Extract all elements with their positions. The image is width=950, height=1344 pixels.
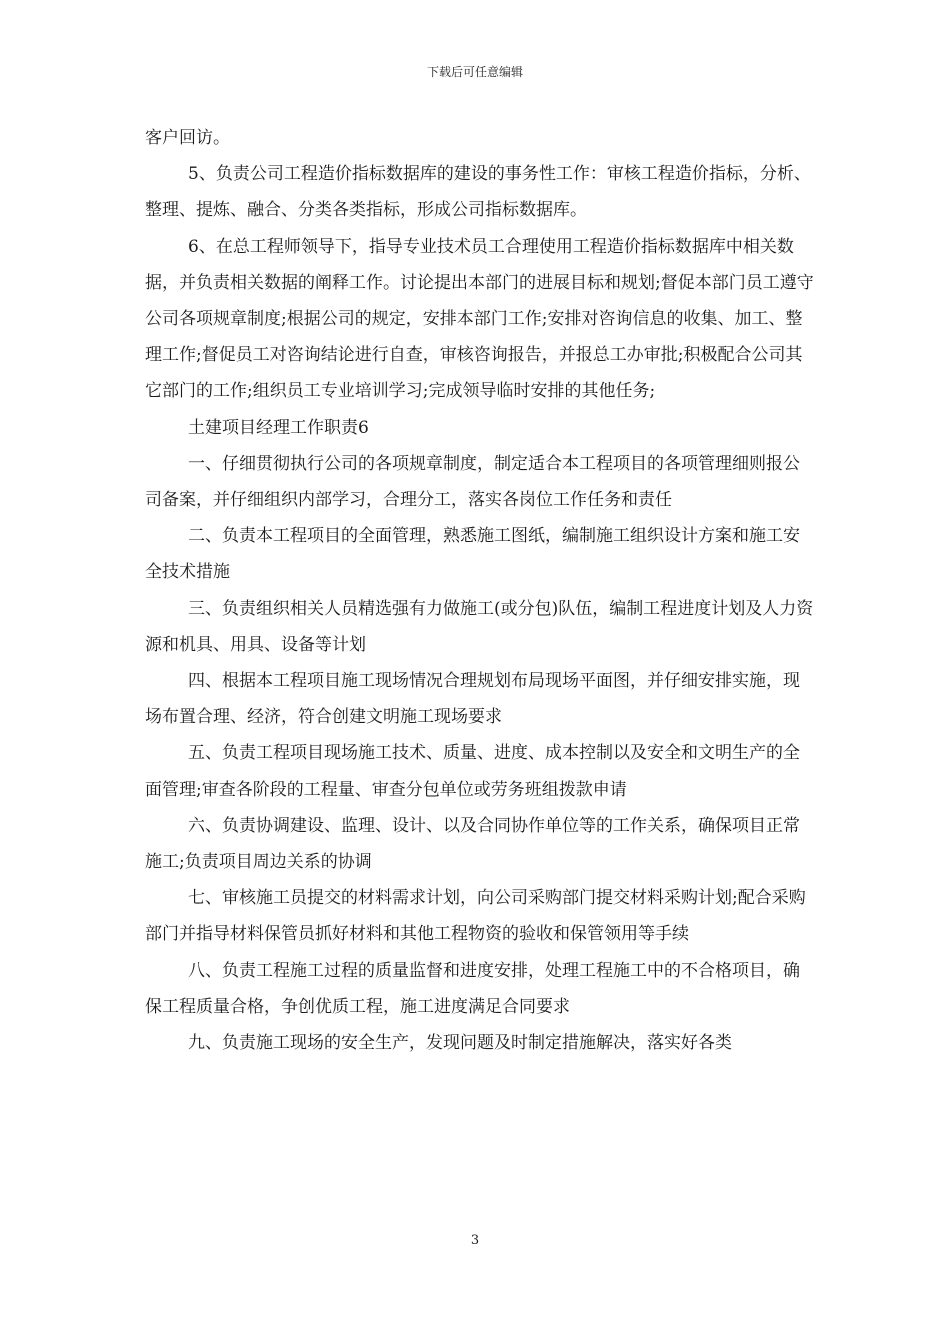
paragraph: 5、负责公司工程造价指标数据库的建设的事务性工作：审核工程造价指标，分析、整理、提炼、融合、分类各类指标，形成公司指标数据库。: [145, 164, 811, 221]
paragraph: 八、负责工程施工过程的质量监督和进度安排，处理工程施工中的不合格项目，确保工程质量合格，争创优质工程，施工进度满足合同要求: [145, 960, 800, 1017]
paragraph: 二、负责本工程项目的全面管理，熟悉施工图纸，编制施工组织设计方案和施工安全技术措施: [145, 526, 800, 583]
paragraph: 六、负责协调建设、监理、设计、以及合同协作单位等的工作关系，确保项目正常施工;负责项目周边关系的协调: [145, 815, 800, 873]
paragraph: 九、负责施工现场的安全生产，发现问题及时制定措施解决，落实好各类: [188, 1033, 732, 1054]
paragraph: 6、在总工程师领导下，指导专业技术员工合理使用工程造价指标数据库中相关数据，并负责相关数据的阐释工作。讨论提出本部门的进展目标和规划;督促本部门员工遵守公司各项规章制度;根据公司的规定，安排本部门工作;安排对咨询信息的收集、加工、整理工作;督促员工对咨询结论进行自查，审核咨询报告，并报总工办审批;积极配合公司其它部门的工作;组织员工专业培训学习;完成领导临时安排的其他任务;: [145, 236, 814, 402]
paragraph: 七、审核施工员提交的材料需求计划，向公司采购部门提交材料采购计划;配合采购部门并指导材料保管员抓好材料和其他工程物资的验收和保管领用等手续: [145, 888, 806, 945]
page-number: 3: [470, 1233, 480, 1248]
paragraph: 一、仔细贯彻执行公司的各项规章制度，制定适合本工程项目的各项管理细则报公司备案，并仔细组织内部学习，合理分工，落实各岗位工作任务和责任: [145, 453, 800, 511]
paragraph: 客户回访。: [145, 128, 230, 148]
page-header: 下载后可任意编辑: [426, 65, 523, 79]
paragraph: 三、负责组织相关人员精选强有力做施工(或分包)队伍，编制工程进度计划及人力资源和机具、用具、设备等计划: [145, 598, 814, 655]
paragraph: 五、负责工程项目现场施工技术、质量、进度、成本控制以及安全和文明生产的全面管理;审查各阶段的工程量、审查分包单位或劳务班组拨款申请: [145, 743, 800, 800]
section-heading: 土建项目经理工作职责6: [188, 417, 369, 438]
document-body: [145, 120, 815, 1061]
paragraph: 四、根据本工程项目施工现场情况合理规划布局现场平面图，并仔细安排实施，现场布置合理、经济，符合创建文明施工现场要求: [145, 671, 800, 728]
